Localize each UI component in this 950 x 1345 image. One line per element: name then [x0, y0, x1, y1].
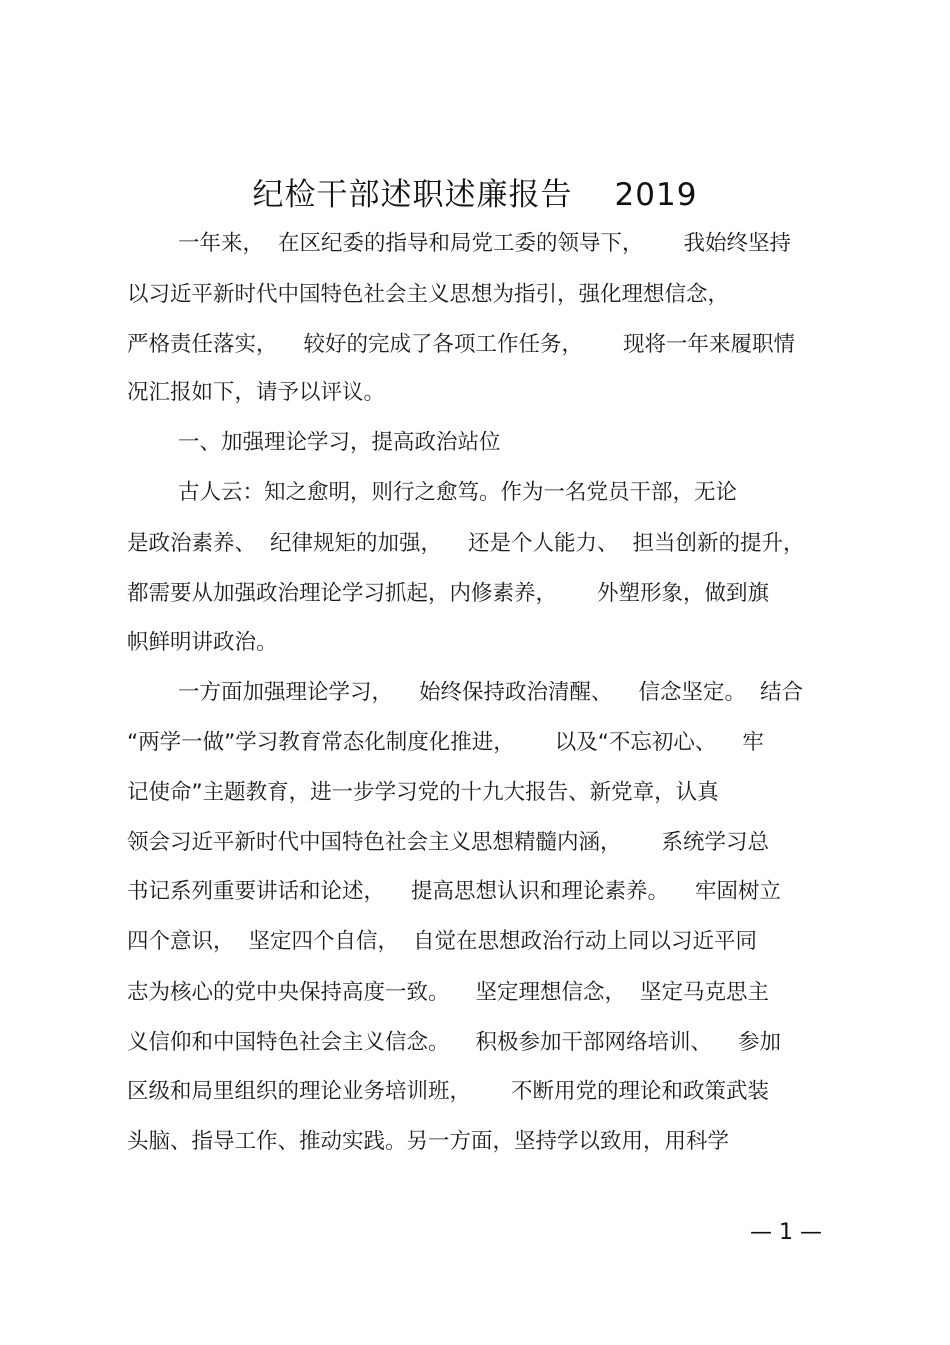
text-line-18 [127, 1077, 837, 1107]
text-line-1 [178, 229, 838, 259]
text-segment: 始终保持政治清醒、 [419, 680, 613, 705]
text-segment: 古人云：知之愈明，则行之愈笃。作为一名党员干部，无论 [178, 480, 738, 505]
text-line-12 [127, 778, 837, 808]
title-year: 2019 [614, 177, 698, 213]
text-segment: 外塑形象，做到旗 [597, 581, 770, 606]
text-segment: 提高思想认识和理论素养。 [411, 879, 670, 904]
text-line-10 [178, 678, 838, 708]
text-segment: 现将一年来履职情 [623, 332, 796, 357]
text-line-4 [127, 378, 837, 408]
text-line-11 [127, 728, 837, 758]
document-title [0, 172, 950, 218]
text-segment: “两学一做”学习教育常态化制度化推进， [127, 730, 515, 755]
text-segment: 义信仰和中国特色社会主义信念。 [127, 1030, 450, 1055]
text-segment: 不断用党的理论和政策武装 [511, 1079, 770, 1104]
text-segment: 牢 [742, 730, 764, 755]
text-segment: 帜鲜明讲政治。 [127, 630, 278, 655]
text-segment: 坚定理想信念， [475, 980, 627, 1005]
text-segment: 还是个人能力、 [468, 531, 619, 556]
text-line-16 [127, 978, 837, 1008]
text-segment: 牢固树立 [695, 879, 782, 904]
text-segment: 志为核心的党中央保持高度一致。 [127, 980, 450, 1005]
text-line-2 [127, 280, 837, 310]
text-segment: 参加 [738, 1030, 782, 1055]
text-line-15 [127, 927, 837, 957]
text-line-6 [178, 478, 838, 508]
text-segment: 坚定马克思主 [640, 980, 770, 1005]
text-segment: 以习近平新时代中国特色社会主义思想为指引，强化理想信念， [127, 282, 730, 307]
text-segment: 信念坚定。 [638, 680, 747, 705]
text-segment: 四个意识， [127, 929, 235, 954]
text-line-13 [127, 828, 837, 858]
text-segment: 区级和局里组织的理论业务培训班， [127, 1079, 472, 1104]
text-segment: 都需要从加强政治理论学习抓起，内修素养， [127, 581, 558, 606]
text-segment: 一、加强理论学习，提高政治站位 [178, 430, 501, 455]
text-segment: 书记系列重要讲话和论述， [127, 879, 386, 904]
text-segment: 较好的完成了各项工作任务， [303, 332, 584, 357]
text-segment: 在区纪委的指导和局党工委的领导下， [278, 231, 644, 256]
title-text: 纪检干部述职述廉报告 [252, 177, 573, 213]
text-segment: 头脑、指导工作、推动实践。另一方面，坚持学以致用，用科学 [127, 1129, 730, 1154]
text-segment: 况汇报如下，请予以评议。 [127, 380, 386, 405]
text-line-9 [127, 628, 837, 658]
page-number: — 1 — [750, 1220, 822, 1245]
text-line-3 [127, 330, 837, 360]
text-segment: 结合 [760, 680, 804, 705]
text-segment: 一方面加强理论学习， [178, 680, 394, 705]
text-segment: 是政治素养、 [127, 531, 257, 556]
text-line-19 [127, 1127, 837, 1157]
text-segment: 严格责任落实， [127, 332, 278, 357]
text-segment: 以及“不忘初心、 [554, 730, 717, 755]
text-line-14 [127, 877, 837, 907]
text-segment: 积极参加干部网络培训、 [475, 1030, 713, 1055]
text-segment: 纪律规矩的加强， [270, 531, 443, 556]
text-segment: 自觉在思想政治行动上同以习近平同 [413, 929, 758, 954]
text-segment: 我始终坚持 [683, 231, 792, 256]
text-segment: 坚定四个自信， [248, 929, 400, 954]
text-segment: 一年来， [178, 231, 265, 256]
text-segment: 记使命”主题教育，进一步学习党的十九大报告、新党章，认真 [127, 780, 719, 805]
text-segment: 担当创新的提升， [632, 531, 805, 556]
text-segment: 领会习近平新时代中国特色社会主义思想精髓内涵， [127, 830, 622, 855]
section-heading [178, 428, 838, 458]
text-segment: 系统学习总 [661, 830, 770, 855]
text-line-7 [127, 529, 837, 559]
text-line-8 [127, 579, 837, 609]
text-line-17 [127, 1028, 837, 1058]
